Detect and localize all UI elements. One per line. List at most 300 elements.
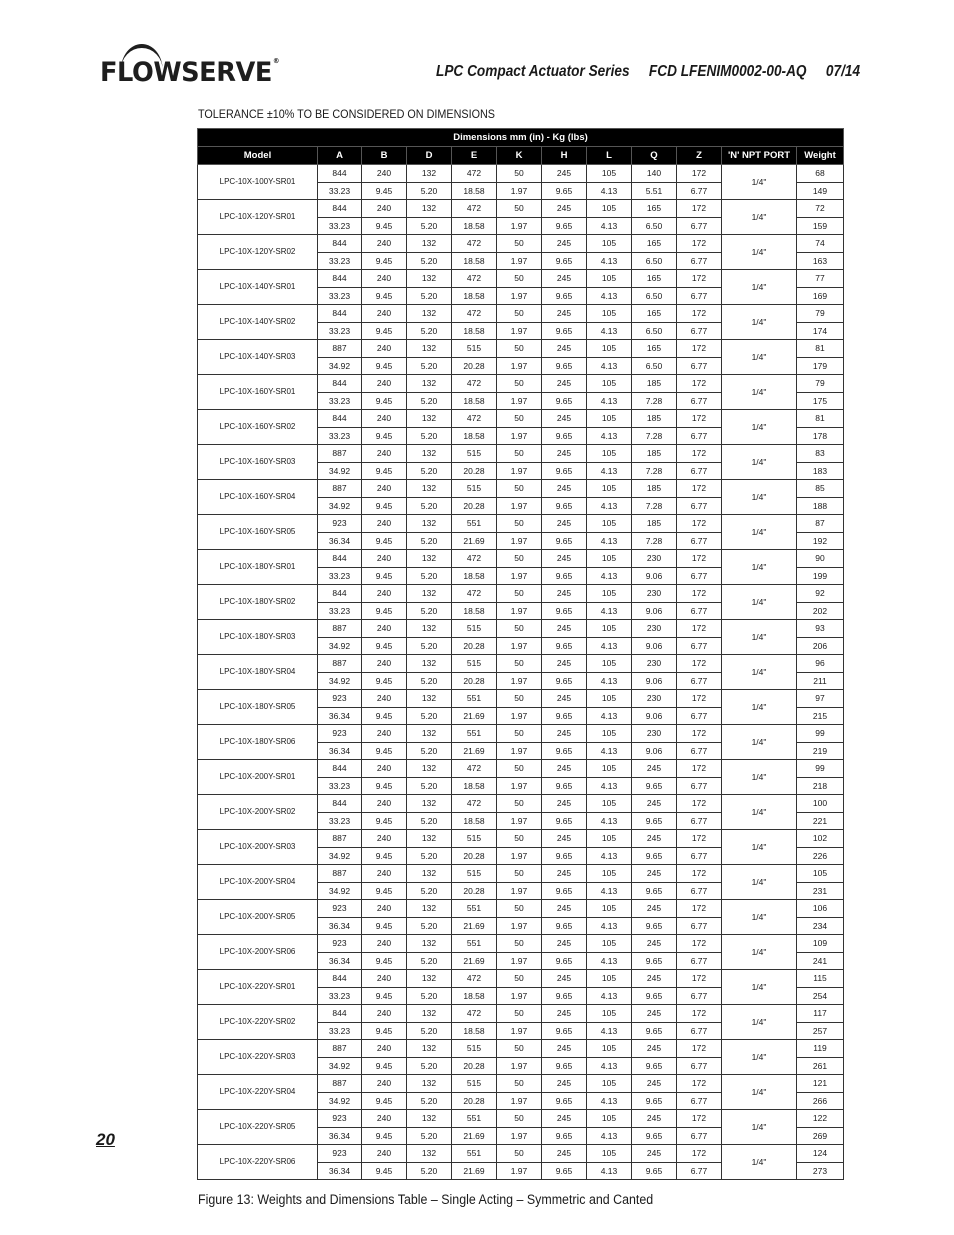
column-header: K <box>497 147 542 165</box>
dimension-in-cell: 4.13 <box>587 952 632 970</box>
dimension-in-cell: 33.23 <box>318 812 362 830</box>
dimension-in-cell: 9.65 <box>542 462 587 480</box>
dimension-mm-cell: 245 <box>632 1075 677 1093</box>
dimension-mm-cell: 132 <box>407 235 452 253</box>
dimension-in-cell: 5.20 <box>407 742 452 760</box>
table-row-metric <box>198 1110 844 1128</box>
weight-kg-cell: 74 <box>797 235 844 253</box>
dimension-mm-cell: 245 <box>632 830 677 848</box>
dimension-mm-cell: 240 <box>362 340 407 358</box>
dimension-in-cell: 9.45 <box>362 847 407 865</box>
dimension-in-cell: 9.65 <box>632 882 677 900</box>
dimension-in-cell: 5.20 <box>407 952 452 970</box>
dimension-mm-cell: 245 <box>632 970 677 988</box>
dimension-in-cell: 33.23 <box>318 252 362 270</box>
dimension-mm-cell: 132 <box>407 585 452 603</box>
dimension-in-cell: 4.13 <box>587 672 632 690</box>
dimension-mm-cell: 172 <box>677 1075 722 1093</box>
dimension-in-cell: 6.77 <box>677 1092 722 1110</box>
dimension-in-cell: 1.97 <box>497 497 542 515</box>
dimension-mm-cell: 923 <box>318 935 362 953</box>
dimension-in-cell: 33.23 <box>318 322 362 340</box>
dimension-mm-cell: 165 <box>632 200 677 218</box>
dimension-in-cell: 9.65 <box>632 812 677 830</box>
dimension-mm-cell: 240 <box>362 550 407 568</box>
weight-lbs-cell: 241 <box>797 952 844 970</box>
dimension-in-cell: 1.97 <box>497 1022 542 1040</box>
dimension-mm-cell: 245 <box>542 865 587 883</box>
table-row-metric <box>198 375 844 393</box>
dimension-mm-cell: 132 <box>407 725 452 743</box>
dimension-mm-cell: 240 <box>362 900 407 918</box>
dimension-in-cell: 9.45 <box>362 777 407 795</box>
dimension-in-cell: 34.92 <box>318 1092 362 1110</box>
dimension-in-cell: 18.58 <box>452 252 497 270</box>
table-row-metric <box>198 270 844 288</box>
dimension-mm-cell: 472 <box>452 165 497 183</box>
dimension-mm-cell: 472 <box>452 1005 497 1023</box>
dimension-mm-cell: 887 <box>318 1040 362 1058</box>
model-cell: LPC-10X-220Y-SR05 <box>198 1110 318 1145</box>
dimension-mm-cell: 172 <box>677 515 722 533</box>
dimension-in-cell: 20.28 <box>452 637 497 655</box>
dimension-mm-cell: 515 <box>452 340 497 358</box>
dimension-in-cell: 5.20 <box>407 987 452 1005</box>
dimension-in-cell: 33.23 <box>318 392 362 410</box>
dimension-in-cell: 1.97 <box>497 427 542 445</box>
dimension-mm-cell: 887 <box>318 1075 362 1093</box>
dimension-in-cell: 1.97 <box>497 567 542 585</box>
dimension-in-cell: 36.34 <box>318 742 362 760</box>
dimension-mm-cell: 172 <box>677 1005 722 1023</box>
dimension-mm-cell: 132 <box>407 970 452 988</box>
dimension-in-cell: 34.92 <box>318 847 362 865</box>
dimension-mm-cell: 50 <box>497 865 542 883</box>
dimension-in-cell: 9.45 <box>362 602 407 620</box>
dimension-mm-cell: 551 <box>452 690 497 708</box>
dimension-mm-cell: 245 <box>542 410 587 428</box>
column-header: A <box>318 147 362 165</box>
dimension-mm-cell: 240 <box>362 515 407 533</box>
table-row-metric <box>198 655 844 673</box>
dimension-in-cell: 36.34 <box>318 952 362 970</box>
npt-port-cell: 1/4" <box>722 445 797 480</box>
dimension-mm-cell: 887 <box>318 445 362 463</box>
dimension-in-cell: 4.13 <box>587 742 632 760</box>
dimension-in-cell: 6.77 <box>677 777 722 795</box>
dimension-in-cell: 18.58 <box>452 987 497 1005</box>
dimension-mm-cell: 240 <box>362 690 407 708</box>
dimension-mm-cell: 240 <box>362 1145 407 1163</box>
dimension-in-cell: 18.58 <box>452 182 497 200</box>
dimension-mm-cell: 844 <box>318 375 362 393</box>
dimension-mm-cell: 245 <box>542 585 587 603</box>
dimension-mm-cell: 551 <box>452 515 497 533</box>
weight-lbs-cell: 219 <box>797 742 844 760</box>
dimension-mm-cell: 844 <box>318 970 362 988</box>
dimension-mm-cell: 472 <box>452 235 497 253</box>
dimension-in-cell: 5.51 <box>632 182 677 200</box>
dimension-mm-cell: 50 <box>497 305 542 323</box>
dimension-mm-cell: 132 <box>407 830 452 848</box>
dimension-in-cell: 21.69 <box>452 532 497 550</box>
dimension-in-cell: 5.20 <box>407 1022 452 1040</box>
dimension-in-cell: 5.20 <box>407 532 452 550</box>
dimension-in-cell: 1.97 <box>497 532 542 550</box>
dimension-mm-cell: 105 <box>587 900 632 918</box>
dimension-mm-cell: 132 <box>407 795 452 813</box>
dimension-mm-cell: 132 <box>407 375 452 393</box>
dimension-mm-cell: 551 <box>452 725 497 743</box>
dimension-mm-cell: 240 <box>362 865 407 883</box>
dimension-in-cell: 18.58 <box>452 322 497 340</box>
dimension-in-cell: 9.45 <box>362 392 407 410</box>
logo-text: FLOWSERVE <box>100 57 272 88</box>
dimension-mm-cell: 105 <box>587 270 632 288</box>
npt-port-cell: 1/4" <box>722 725 797 760</box>
dimension-mm-cell: 230 <box>632 655 677 673</box>
dimension-in-cell: 9.45 <box>362 742 407 760</box>
dimension-in-cell: 20.28 <box>452 462 497 480</box>
dimension-mm-cell: 172 <box>677 760 722 778</box>
table-row-metric <box>198 1005 844 1023</box>
dimension-in-cell: 21.69 <box>452 917 497 935</box>
dimension-in-cell: 4.13 <box>587 917 632 935</box>
weight-lbs-cell: 221 <box>797 812 844 830</box>
dimension-in-cell: 33.23 <box>318 1022 362 1040</box>
dimension-mm-cell: 472 <box>452 795 497 813</box>
dimension-mm-cell: 50 <box>497 900 542 918</box>
dimension-in-cell: 1.97 <box>497 637 542 655</box>
dimension-in-cell: 4.13 <box>587 532 632 550</box>
weight-kg-cell: 79 <box>797 375 844 393</box>
dimension-mm-cell: 240 <box>362 480 407 498</box>
dimension-in-cell: 18.58 <box>452 217 497 235</box>
dimension-mm-cell: 172 <box>677 725 722 743</box>
dimension-mm-cell: 105 <box>587 375 632 393</box>
dimension-mm-cell: 551 <box>452 900 497 918</box>
dimension-mm-cell: 132 <box>407 655 452 673</box>
dimension-mm-cell: 844 <box>318 270 362 288</box>
figure-caption: Figure 13: Weights and Dimensions Table – Single Acting – Symmetric and Canted <box>198 1192 654 1207</box>
dimension-in-cell: 6.77 <box>677 357 722 375</box>
dimension-mm-cell: 50 <box>497 550 542 568</box>
dimension-in-cell: 6.50 <box>632 287 677 305</box>
dimension-in-cell: 36.34 <box>318 707 362 725</box>
dimension-in-cell: 5.20 <box>407 287 452 305</box>
dimension-in-cell: 5.20 <box>407 707 452 725</box>
npt-port-cell: 1/4" <box>722 515 797 550</box>
dimension-in-cell: 6.77 <box>677 1057 722 1075</box>
dimension-in-cell: 4.13 <box>587 812 632 830</box>
model-cell: LPC-10X-160Y-SR01 <box>198 375 318 410</box>
dimension-mm-cell: 245 <box>632 795 677 813</box>
dimension-mm-cell: 172 <box>677 585 722 603</box>
dimension-in-cell: 5.20 <box>407 777 452 795</box>
dimension-in-cell: 21.69 <box>452 1162 497 1180</box>
weight-lbs-cell: 261 <box>797 1057 844 1075</box>
dimension-mm-cell: 472 <box>452 375 497 393</box>
dimension-mm-cell: 230 <box>632 585 677 603</box>
dimension-mm-cell: 844 <box>318 410 362 428</box>
dimension-mm-cell: 472 <box>452 200 497 218</box>
dimension-in-cell: 4.13 <box>587 1127 632 1145</box>
table-row-metric <box>198 900 844 918</box>
dimension-mm-cell: 132 <box>407 1005 452 1023</box>
weight-kg-cell: 109 <box>797 935 844 953</box>
dimension-mm-cell: 844 <box>318 235 362 253</box>
dimension-in-cell: 1.97 <box>497 462 542 480</box>
dimension-in-cell: 6.77 <box>677 287 722 305</box>
dimension-in-cell: 36.34 <box>318 1127 362 1145</box>
dimension-in-cell: 9.65 <box>542 1057 587 1075</box>
dimension-mm-cell: 245 <box>632 1145 677 1163</box>
dimension-mm-cell: 132 <box>407 340 452 358</box>
dimension-in-cell: 9.65 <box>632 1092 677 1110</box>
weight-kg-cell: 97 <box>797 690 844 708</box>
dimension-in-cell: 6.77 <box>677 882 722 900</box>
tolerance-note: TOLERANCE ±10% TO BE CONSIDERED ON DIMENSIONS <box>198 107 495 121</box>
weight-kg-cell: 117 <box>797 1005 844 1023</box>
dimension-mm-cell: 172 <box>677 935 722 953</box>
table-row-metric <box>198 970 844 988</box>
dimension-mm-cell: 105 <box>587 620 632 638</box>
dimension-in-cell: 4.13 <box>587 287 632 305</box>
dimension-mm-cell: 923 <box>318 1110 362 1128</box>
npt-port-cell: 1/4" <box>722 1145 797 1180</box>
dimension-in-cell: 5.20 <box>407 812 452 830</box>
dimension-mm-cell: 240 <box>362 1110 407 1128</box>
table-row-metric <box>198 760 844 778</box>
model-cell: LPC-10X-160Y-SR03 <box>198 445 318 480</box>
dimension-mm-cell: 230 <box>632 690 677 708</box>
dimension-mm-cell: 50 <box>497 165 542 183</box>
dimension-mm-cell: 515 <box>452 480 497 498</box>
npt-port-cell: 1/4" <box>722 655 797 690</box>
table-row-metric <box>198 1040 844 1058</box>
table-row-metric <box>198 690 844 708</box>
weight-kg-cell: 105 <box>797 865 844 883</box>
dimension-in-cell: 20.28 <box>452 672 497 690</box>
weight-kg-cell: 81 <box>797 410 844 428</box>
dimension-mm-cell: 472 <box>452 410 497 428</box>
dimension-in-cell: 4.13 <box>587 182 632 200</box>
dimension-in-cell: 18.58 <box>452 812 497 830</box>
dimension-mm-cell: 132 <box>407 865 452 883</box>
dimension-mm-cell: 472 <box>452 970 497 988</box>
npt-port-cell: 1/4" <box>722 760 797 795</box>
dimension-in-cell: 21.69 <box>452 952 497 970</box>
dimension-mm-cell: 172 <box>677 900 722 918</box>
weight-kg-cell: 119 <box>797 1040 844 1058</box>
dimension-in-cell: 9.45 <box>362 287 407 305</box>
dimension-mm-cell: 923 <box>318 725 362 743</box>
weight-kg-cell: 85 <box>797 480 844 498</box>
dimension-mm-cell: 132 <box>407 410 452 428</box>
dimension-mm-cell: 245 <box>542 690 587 708</box>
dimension-in-cell: 1.97 <box>497 217 542 235</box>
table-row-metric <box>198 830 844 848</box>
dimension-mm-cell: 230 <box>632 620 677 638</box>
dimension-mm-cell: 132 <box>407 445 452 463</box>
column-header: D <box>407 147 452 165</box>
dimension-mm-cell: 923 <box>318 900 362 918</box>
dimension-in-cell: 9.65 <box>542 392 587 410</box>
dimension-in-cell: 6.77 <box>677 462 722 480</box>
weight-lbs-cell: 211 <box>797 672 844 690</box>
dimension-mm-cell: 105 <box>587 200 632 218</box>
dimension-mm-cell: 240 <box>362 970 407 988</box>
dimension-in-cell: 7.28 <box>632 497 677 515</box>
dimension-mm-cell: 240 <box>362 795 407 813</box>
dimension-in-cell: 9.06 <box>632 742 677 760</box>
dimension-in-cell: 18.58 <box>452 602 497 620</box>
dimension-mm-cell: 132 <box>407 935 452 953</box>
dimension-mm-cell: 245 <box>542 1145 587 1163</box>
dimension-mm-cell: 105 <box>587 235 632 253</box>
dimension-mm-cell: 515 <box>452 1075 497 1093</box>
dimension-in-cell: 9.65 <box>632 1127 677 1145</box>
dimension-in-cell: 34.92 <box>318 1057 362 1075</box>
table-row-metric <box>198 620 844 638</box>
model-cell: LPC-10X-180Y-SR05 <box>198 690 318 725</box>
dimension-mm-cell: 245 <box>632 865 677 883</box>
dimension-in-cell: 9.65 <box>542 847 587 865</box>
dimension-mm-cell: 887 <box>318 865 362 883</box>
dimension-in-cell: 9.65 <box>542 672 587 690</box>
dimension-mm-cell: 172 <box>677 445 722 463</box>
dimension-in-cell: 9.65 <box>542 917 587 935</box>
dimension-mm-cell: 844 <box>318 1005 362 1023</box>
dimension-in-cell: 4.13 <box>587 567 632 585</box>
npt-port-cell: 1/4" <box>722 550 797 585</box>
dimension-in-cell: 1.97 <box>497 952 542 970</box>
dimension-mm-cell: 472 <box>452 270 497 288</box>
dimension-mm-cell: 105 <box>587 690 632 708</box>
dimension-in-cell: 5.20 <box>407 917 452 935</box>
dimension-in-cell: 9.45 <box>362 1092 407 1110</box>
weight-lbs-cell: 159 <box>797 217 844 235</box>
table-row-metric <box>198 200 844 218</box>
weight-lbs-cell: 254 <box>797 987 844 1005</box>
dimension-mm-cell: 132 <box>407 1040 452 1058</box>
dimension-in-cell: 9.65 <box>542 637 587 655</box>
dimension-in-cell: 1.97 <box>497 777 542 795</box>
table-group-header: Dimensions mm (in) - Kg (lbs) <box>198 129 844 147</box>
dimension-in-cell: 5.20 <box>407 497 452 515</box>
column-header: Z <box>677 147 722 165</box>
dimension-in-cell: 1.97 <box>497 357 542 375</box>
model-cell: LPC-10X-120Y-SR01 <box>198 200 318 235</box>
dimension-mm-cell: 165 <box>632 340 677 358</box>
dimension-in-cell: 4.13 <box>587 882 632 900</box>
model-cell: LPC-10X-180Y-SR03 <box>198 620 318 655</box>
dimension-in-cell: 7.28 <box>632 462 677 480</box>
dimension-in-cell: 21.69 <box>452 707 497 725</box>
dimension-mm-cell: 105 <box>587 515 632 533</box>
model-cell: LPC-10X-140Y-SR02 <box>198 305 318 340</box>
dimension-in-cell: 9.65 <box>542 882 587 900</box>
weight-lbs-cell: 202 <box>797 602 844 620</box>
dimension-in-cell: 6.77 <box>677 917 722 935</box>
dimension-in-cell: 18.58 <box>452 427 497 445</box>
dimension-mm-cell: 245 <box>632 1005 677 1023</box>
dimension-mm-cell: 245 <box>542 970 587 988</box>
dimension-in-cell: 1.97 <box>497 987 542 1005</box>
column-header: L <box>587 147 632 165</box>
weight-kg-cell: 93 <box>797 620 844 638</box>
dimension-mm-cell: 140 <box>632 165 677 183</box>
weight-lbs-cell: 257 <box>797 1022 844 1040</box>
dimension-mm-cell: 245 <box>542 760 587 778</box>
npt-port-cell: 1/4" <box>722 235 797 270</box>
dimension-in-cell: 5.20 <box>407 882 452 900</box>
dimension-in-cell: 36.34 <box>318 917 362 935</box>
table-row-metric <box>198 340 844 358</box>
weight-lbs-cell: 215 <box>797 707 844 725</box>
dimension-mm-cell: 472 <box>452 305 497 323</box>
dimension-in-cell: 6.77 <box>677 637 722 655</box>
dimension-in-cell: 9.45 <box>362 322 407 340</box>
weight-lbs-cell: 234 <box>797 917 844 935</box>
dimension-in-cell: 7.28 <box>632 392 677 410</box>
dimension-in-cell: 34.92 <box>318 497 362 515</box>
weight-lbs-cell: 226 <box>797 847 844 865</box>
dimension-in-cell: 6.77 <box>677 567 722 585</box>
weight-lbs-cell: 175 <box>797 392 844 410</box>
dimension-in-cell: 9.65 <box>542 287 587 305</box>
model-cell: LPC-10X-200Y-SR04 <box>198 865 318 900</box>
dimension-mm-cell: 844 <box>318 550 362 568</box>
dimension-in-cell: 5.20 <box>407 637 452 655</box>
dimension-in-cell: 9.45 <box>362 1022 407 1040</box>
dimension-mm-cell: 105 <box>587 1005 632 1023</box>
dimension-in-cell: 9.65 <box>542 322 587 340</box>
dimension-in-cell: 6.77 <box>677 427 722 445</box>
dimension-in-cell: 5.20 <box>407 392 452 410</box>
dimension-in-cell: 4.13 <box>587 777 632 795</box>
dimension-mm-cell: 185 <box>632 410 677 428</box>
dimension-mm-cell: 240 <box>362 1075 407 1093</box>
dimension-in-cell: 18.58 <box>452 1022 497 1040</box>
dimension-mm-cell: 105 <box>587 480 632 498</box>
dimension-in-cell: 18.58 <box>452 567 497 585</box>
dimension-in-cell: 6.77 <box>677 252 722 270</box>
dimension-in-cell: 4.13 <box>587 602 632 620</box>
dimension-mm-cell: 245 <box>542 165 587 183</box>
npt-port-cell: 1/4" <box>722 830 797 865</box>
dimension-in-cell: 9.65 <box>542 1127 587 1145</box>
dimension-mm-cell: 472 <box>452 760 497 778</box>
dimension-mm-cell: 240 <box>362 655 407 673</box>
dimension-in-cell: 9.45 <box>362 217 407 235</box>
npt-port-cell: 1/4" <box>722 865 797 900</box>
dimension-mm-cell: 245 <box>542 1110 587 1128</box>
dimension-mm-cell: 185 <box>632 445 677 463</box>
doc-date: 07/14 <box>825 63 861 80</box>
dimension-in-cell: 6.77 <box>677 392 722 410</box>
dimension-mm-cell: 245 <box>542 1005 587 1023</box>
dimension-in-cell: 18.58 <box>452 392 497 410</box>
dimension-in-cell: 4.13 <box>587 497 632 515</box>
dimension-mm-cell: 50 <box>497 1145 542 1163</box>
weight-kg-cell: 92 <box>797 585 844 603</box>
weight-lbs-cell: 179 <box>797 357 844 375</box>
dimension-mm-cell: 50 <box>497 340 542 358</box>
dimension-in-cell: 1.97 <box>497 287 542 305</box>
column-header: H <box>542 147 587 165</box>
dimension-in-cell: 6.50 <box>632 322 677 340</box>
